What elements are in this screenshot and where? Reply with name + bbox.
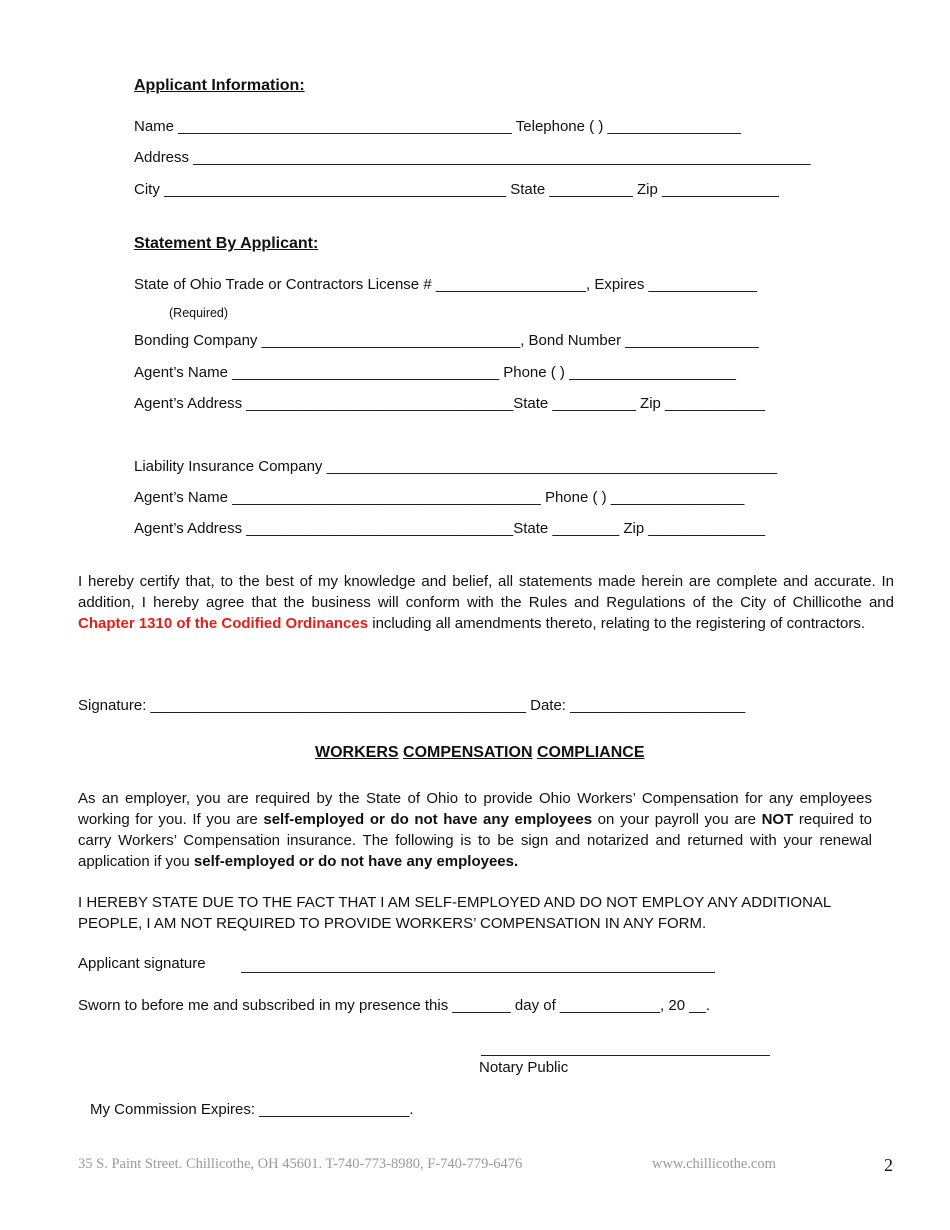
notary-signature-line[interactable] bbox=[481, 1055, 770, 1056]
bond-agent-address-field[interactable]: Agent’s Address ________________________________State __________ Zip ____________ bbox=[134, 395, 766, 412]
liability-insurance-field[interactable]: Liability Insurance Company ______________________________________________________ bbox=[134, 458, 778, 475]
heading-word-workers: WORKERS bbox=[315, 744, 399, 761]
required-note: (Required) bbox=[169, 306, 229, 320]
self-employed-statement: I HEREBY STATE DUE TO THE FACT THAT I AM SELF-EMPLOYED AND DO NOT EMPLOY ANY ADDITIONAL PEOPLE, I AM NOT REQUIRED TO PROVIDE WORKERS’ COMPENSATION IN ANY FORM. bbox=[78, 894, 831, 932]
ordinance-reference: Chapter 1310 of the Codified Ordinances bbox=[78, 615, 369, 632]
signature-date-field[interactable]: Signature: _____________________________________________ Date: _____________________ bbox=[78, 697, 746, 714]
wc-text-d: NOT bbox=[761, 811, 794, 828]
notary-public-label: Notary Public bbox=[479, 1059, 569, 1076]
workers-comp-heading bbox=[315, 744, 645, 762]
footer-website[interactable]: www.chillicothe.com bbox=[652, 1156, 776, 1172]
certification-paragraph bbox=[78, 571, 894, 634]
insurance-agent-name-field[interactable]: Agent’s Name _____________________________________ Phone ( ) ________________ bbox=[134, 489, 745, 506]
bonding-company-field[interactable]: Bonding Company _______________________________, Bond Number ________________ bbox=[134, 332, 759, 349]
certification-text-1: I hereby certify that, to the best of my knowledge and belief, all statements made herein are complete and accurate. In addition, I hereby agree that the business will conform with the Rules and Regulations of the City of Chillicothe and bbox=[78, 573, 894, 611]
applicant-info-heading: Applicant Information: bbox=[134, 77, 305, 94]
sworn-field[interactable]: Sworn to before me and subscribed in my presence this _______ day of ____________, 20 __. bbox=[78, 997, 711, 1014]
applicant-signature-line[interactable] bbox=[241, 972, 715, 973]
bond-agent-name-field[interactable]: Agent’s Name ________________________________ Phone ( ) ____________________ bbox=[134, 364, 736, 381]
wc-text-b: self-employed or do not have any employees bbox=[263, 811, 593, 828]
page-number: 2 bbox=[884, 1155, 893, 1175]
footer-address: 35 S. Paint Street. Chillicothe, OH 45601. T-740-773-8980, F-740-779-6476 bbox=[78, 1156, 523, 1172]
heading-word-compensation: COMPENSATION bbox=[403, 744, 533, 761]
workers-comp-paragraph bbox=[78, 788, 872, 872]
applicant-city-field[interactable]: City _________________________________________ State __________ Zip ______________ bbox=[134, 181, 779, 198]
heading-word-compliance: COMPLIANCE bbox=[536, 744, 645, 761]
wc-text-c: on your payroll you are bbox=[592, 811, 762, 828]
applicant-signature-label: Applicant signature bbox=[78, 955, 206, 972]
license-field[interactable]: State of Ohio Trade or Contractors License # __________________, Expires _____________ bbox=[134, 276, 757, 293]
commission-expires-field[interactable]: My Commission Expires: __________________. bbox=[90, 1101, 414, 1118]
insurance-agent-address-field[interactable]: Agent’s Address ________________________________State ________ Zip ______________ bbox=[134, 520, 766, 537]
wc-text-a: As an employer, you are required by the State of Ohio to provide Ohio Workers’ Compensation for any employees working for you. If you are bbox=[78, 790, 872, 828]
applicant-name-field[interactable]: Name ________________________________________ Telephone ( ) ________________ bbox=[134, 118, 741, 135]
statement-heading: Statement By Applicant: bbox=[134, 235, 319, 252]
applicant-address-field[interactable]: Address __________________________________________________________________________ bbox=[134, 149, 811, 166]
wc-text-e: required to carry Workers’ Compensation insurance. The following is to be sign and notarized and returned with your renewal application if you bbox=[78, 811, 873, 870]
certification-text-2: including all amendments thereto, relating to the registering of contractors. bbox=[368, 615, 865, 632]
wc-text-f: self-employed or do not have any employees. bbox=[193, 853, 519, 870]
